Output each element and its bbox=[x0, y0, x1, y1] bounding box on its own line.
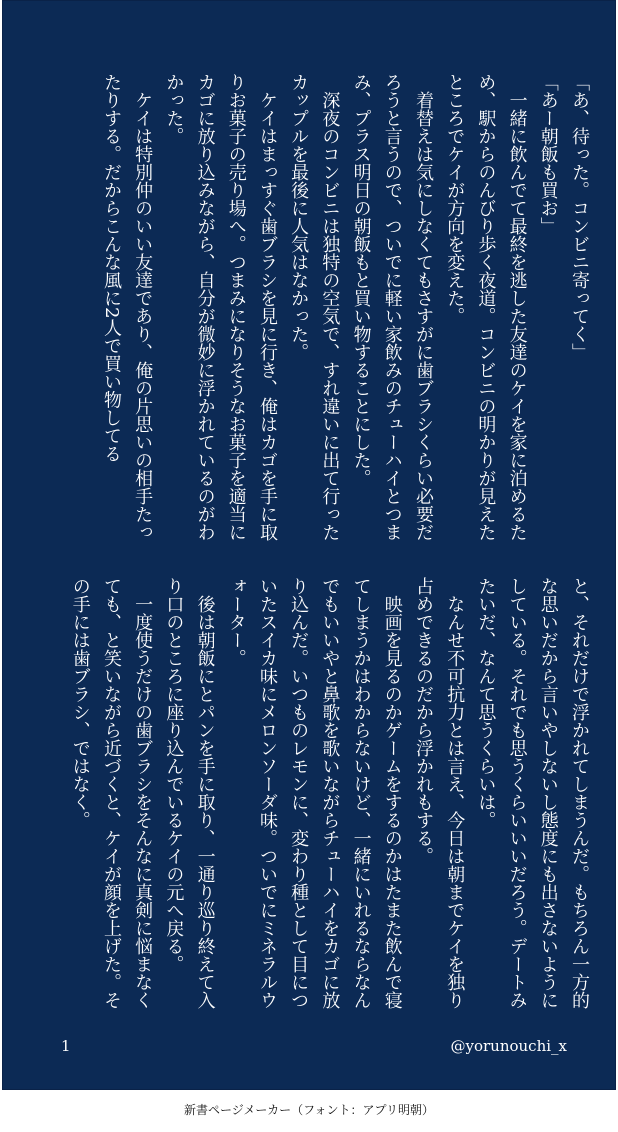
paragraph: ケイは特別仲のいい友達であり、俺の片思いの相手たったりする。だからこんな風に2人で買い物してる bbox=[100, 73, 154, 541]
paragraph: 一度使うだけの歯ブラシをそんなに真剣に悩まなくても、と笑いながら近づくと、ケイが顔を上げた。その手には歯ブラシ、ではなく。 bbox=[69, 577, 154, 1009]
paragraph: と、それだけで浮かれてしまうんだ。もちろん一方的な思いだから言いやしないし態度にも出さないようにしている。それでも思うくらいいいだろう。デートみたいだ、なんて思うくらいは。 bbox=[475, 577, 590, 1009]
paragraph: 映画を見るのかゲームをするのかはたまた飲んで寝てしまうかはわからないけど、一緒にいれるならなんでもいいやと鼻歌を歌いながらチューハイをカゴに放り込んだ。いつものレモンに、変わり種として目についたスイカ味にメロンソーダ味。ついでにミネラルウォーター。 bbox=[225, 577, 403, 1009]
paragraph: 一緒に飲んでて最終を逃した友達のケイを家に泊めるため、駅からのんびり歩く夜道。コンビニの明かりが見えたところでケイが方向を変えた。 bbox=[444, 73, 528, 541]
text-block-bottom bbox=[49, 577, 595, 1017]
paragraph: ケイはまっすぐ歯ブラシを見に行き、俺はカゴを手に取りお菓子の売り場へ。つまみになりそうなお菓子を適当にカゴに放り込みながら、自分が微妙に浮かれているのがわかった。 bbox=[163, 73, 278, 541]
paragraph: 着替えは気にしなくてもさすがに歯ブラシくらい必要だろうと言うので、ついでに軽い家飲みのチューハイとつまみ、プラス明日の朝飯もと買い物することにした。 bbox=[350, 73, 434, 541]
paragraph: なんせ不可抗力とは言え、今日は朝までケイを独り占めできるのだから浮かれもする。 bbox=[412, 577, 466, 1009]
paragraph: 「あー朝飯も買お」 bbox=[537, 73, 559, 235]
generator-caption: 新書ページメーカー（フォント：アプリ明朝） bbox=[183, 1103, 435, 1117]
paragraph: 「あ、待った。コンビニ寄ってく」 bbox=[569, 73, 590, 361]
text-block-top bbox=[49, 73, 595, 543]
paragraph: 後は朝飯にとパンを手に取り、一通り巡り終えて入り口のところに座り込んでいるケイの元へ戻る。 bbox=[163, 577, 216, 1009]
paragraph: 深夜のコンビニは独特の空気で、すれ違いに出て行ったカップルを最後に人気はなかった。 bbox=[288, 73, 341, 541]
page-number: 1 bbox=[61, 1037, 71, 1055]
novel-page-panel bbox=[2, 0, 616, 1090]
author-handle: @yorunouchi_x bbox=[450, 1037, 567, 1055]
